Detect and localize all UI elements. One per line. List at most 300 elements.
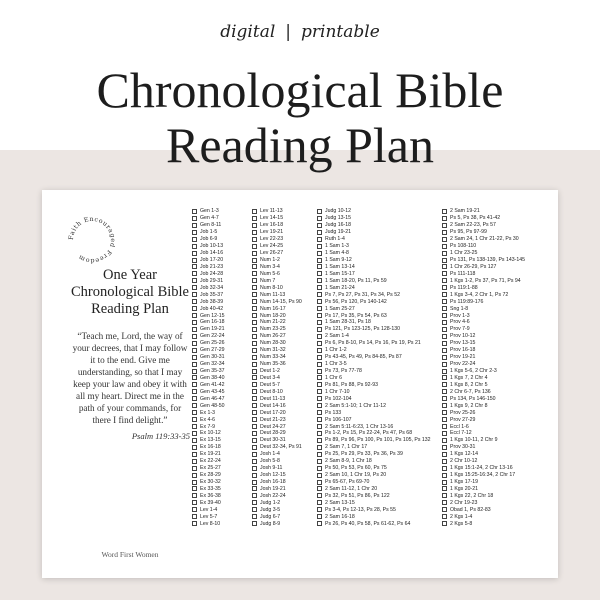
reading-column-3 <box>317 208 431 527</box>
checkbox[interactable] <box>442 431 447 436</box>
checkbox[interactable] <box>252 362 257 367</box>
reading-item <box>252 430 302 437</box>
reading-label: 1 Kgs 22, 2 Chr 18 <box>450 492 494 499</box>
checkbox[interactable] <box>442 258 447 263</box>
reading-label: Ps 133 <box>325 409 342 416</box>
reading-item <box>252 243 302 250</box>
checkbox[interactable] <box>192 341 197 346</box>
reading-item <box>252 354 302 361</box>
checkbox[interactable] <box>192 209 197 214</box>
reading-label: Ex 19-21 <box>200 451 221 458</box>
checkbox[interactable] <box>252 369 257 374</box>
checkbox[interactable] <box>252 355 257 360</box>
reading-item <box>317 361 431 368</box>
checkbox[interactable] <box>192 223 197 228</box>
checkbox[interactable] <box>317 264 322 269</box>
checkbox[interactable] <box>317 466 322 471</box>
checkbox[interactable] <box>192 480 197 485</box>
checkbox[interactable] <box>252 424 257 429</box>
reading-label: 1 Kgs 15:25-16:34, 2 Chr 17 <box>450 472 516 479</box>
reading-item <box>252 486 302 493</box>
reading-label: Prov 4-6 <box>450 319 470 326</box>
checkbox[interactable] <box>442 244 447 249</box>
checkbox[interactable] <box>317 348 322 353</box>
reading-item <box>442 381 525 388</box>
reading-item <box>252 465 302 472</box>
reading-item <box>317 215 431 222</box>
checkbox[interactable] <box>252 466 257 471</box>
checkbox[interactable] <box>252 431 257 436</box>
checkbox[interactable] <box>442 486 447 491</box>
reading-label: Gen 30-31 <box>200 354 225 361</box>
reading-label: 1 Sam 25-27 <box>325 305 355 312</box>
reading-label: Gen 16-18 <box>200 319 225 326</box>
checkbox[interactable] <box>252 244 257 249</box>
checkbox[interactable] <box>442 507 447 512</box>
reading-label: Ps 43-45, Ps 49, Ps 84-85, Ps 87 <box>325 354 402 361</box>
checkbox[interactable] <box>252 445 257 450</box>
checkbox[interactable] <box>317 424 322 429</box>
checkbox[interactable] <box>192 334 197 339</box>
checkbox[interactable] <box>192 514 197 519</box>
reading-label: 1 Kgs 15:1-24, 2 Chr 13-16 <box>450 465 513 472</box>
checkbox[interactable] <box>252 237 257 242</box>
checkbox[interactable] <box>192 466 197 471</box>
reading-item <box>252 312 302 319</box>
checkbox[interactable] <box>252 452 257 457</box>
checkbox[interactable] <box>442 417 447 422</box>
checkbox[interactable] <box>192 389 197 394</box>
reading-item <box>192 264 225 271</box>
checkbox[interactable] <box>442 285 447 290</box>
reading-item <box>317 395 431 402</box>
reading-label: Judg 8-9 <box>260 520 281 527</box>
checkbox[interactable] <box>252 264 257 269</box>
checkbox[interactable] <box>317 237 322 242</box>
checkbox[interactable] <box>252 521 257 526</box>
checkbox[interactable] <box>252 271 257 276</box>
checkbox[interactable] <box>192 362 197 367</box>
reading-label: 1 Sam 4-8 <box>325 250 349 257</box>
checkbox[interactable] <box>252 341 257 346</box>
reading-item <box>192 215 225 222</box>
checkbox[interactable] <box>192 355 197 360</box>
checkbox[interactable] <box>317 251 322 256</box>
checkbox[interactable] <box>317 375 322 380</box>
checkbox[interactable] <box>442 459 447 464</box>
reading-item <box>252 388 302 395</box>
reading-item <box>192 284 225 291</box>
checkbox[interactable] <box>252 223 257 228</box>
checkbox[interactable] <box>192 348 197 353</box>
checkbox[interactable] <box>192 285 197 290</box>
checkbox[interactable] <box>442 410 447 415</box>
reading-label: Num 16-17 <box>260 305 286 312</box>
reading-label: 2 Kgs 5-8 <box>450 520 473 527</box>
checkbox[interactable] <box>252 514 257 519</box>
checkbox[interactable] <box>192 493 197 498</box>
checkbox[interactable] <box>442 403 447 408</box>
checkbox[interactable] <box>252 313 257 318</box>
checkbox[interactable] <box>442 480 447 485</box>
checkbox[interactable] <box>192 258 197 263</box>
checkbox[interactable] <box>252 410 257 415</box>
reading-item <box>317 291 431 298</box>
reading-item <box>252 409 302 416</box>
checkbox[interactable] <box>192 320 197 325</box>
reading-column-1 <box>192 208 225 527</box>
checkbox[interactable] <box>192 396 197 401</box>
reading-item <box>442 284 525 291</box>
reading-label: Gen 25-26 <box>200 340 225 347</box>
reading-item <box>192 444 225 451</box>
checkbox[interactable] <box>317 341 322 346</box>
reading-item <box>192 250 225 257</box>
checkbox[interactable] <box>317 396 322 401</box>
reading-item <box>317 465 431 472</box>
reading-label: Ps 5, Ps 38, Ps 41-42 <box>450 215 501 222</box>
reading-label: Ps 65-67, Ps 69-70 <box>325 479 370 486</box>
checkbox[interactable] <box>442 438 447 443</box>
reading-label: Job 21-23 <box>200 263 224 270</box>
checkbox[interactable] <box>317 369 322 374</box>
reading-item <box>192 430 225 437</box>
reading-item <box>252 368 302 375</box>
reading-label: Josh 1-4 <box>260 451 280 458</box>
checkbox[interactable] <box>252 230 257 235</box>
reading-label: Deut 21-23 <box>260 416 286 423</box>
reading-label: Ps 131, Ps 138-139, Ps 143-145 <box>450 257 525 264</box>
checkbox[interactable] <box>252 251 257 256</box>
reading-label: Lev 5-7 <box>200 513 218 520</box>
reading-item <box>192 277 225 284</box>
checkbox[interactable] <box>442 375 447 380</box>
checkbox[interactable] <box>252 299 257 304</box>
reading-label: 2 Chr 19-23 <box>450 499 478 506</box>
reading-label: Eccl 7-12 <box>450 430 472 437</box>
reading-item <box>192 381 225 388</box>
reading-item <box>442 368 525 375</box>
reading-label: 2 Chr 10-12 <box>450 458 478 465</box>
checkbox[interactable] <box>192 438 197 443</box>
reading-item <box>192 492 225 499</box>
checkbox[interactable] <box>317 410 322 415</box>
reading-label: 2 Sam 10, 1 Chr 19, Ps 20 <box>325 472 387 479</box>
checkbox[interactable] <box>192 278 197 283</box>
checkbox[interactable] <box>317 382 322 387</box>
checkbox[interactable] <box>252 320 257 325</box>
checkbox[interactable] <box>317 327 322 332</box>
checkbox[interactable] <box>317 334 322 339</box>
checkbox[interactable] <box>442 514 447 519</box>
checkbox[interactable] <box>317 271 322 276</box>
checkbox[interactable] <box>252 258 257 263</box>
checkbox[interactable] <box>317 244 322 249</box>
reading-label: Prov 19-21 <box>450 354 476 361</box>
reading-item <box>192 236 225 243</box>
reading-item <box>252 305 302 312</box>
checkbox[interactable] <box>442 209 447 214</box>
checkbox[interactable] <box>442 382 447 387</box>
checkbox[interactable] <box>317 452 322 457</box>
reading-item <box>192 423 225 430</box>
checkbox[interactable] <box>192 375 197 380</box>
checkbox[interactable] <box>192 445 197 450</box>
checkbox[interactable] <box>192 244 197 249</box>
reading-item <box>442 298 525 305</box>
checkbox[interactable] <box>252 278 257 283</box>
checkbox[interactable] <box>442 278 447 283</box>
checkbox[interactable] <box>192 452 197 457</box>
checkbox[interactable] <box>442 251 447 256</box>
reading-item <box>192 326 225 333</box>
checkbox[interactable] <box>442 237 447 242</box>
reading-label: Judg 3-5 <box>260 506 281 513</box>
checkbox[interactable] <box>252 459 257 464</box>
checkbox[interactable] <box>317 306 322 311</box>
checkbox[interactable] <box>317 313 322 318</box>
checkbox[interactable] <box>317 445 322 450</box>
checkbox[interactable] <box>252 327 257 332</box>
checkbox[interactable] <box>317 521 322 526</box>
reading-item <box>442 465 525 472</box>
checkbox[interactable] <box>442 223 447 228</box>
reading-item <box>317 270 431 277</box>
reading-label: 2 Sam 5:1-10; 1 Chr 11-12 <box>325 402 387 409</box>
reading-label: Gen 41-42 <box>200 381 225 388</box>
checkbox[interactable] <box>317 493 322 498</box>
reading-label: 2 Sam 22-23, Ps 57 <box>450 222 496 229</box>
checkbox[interactable] <box>317 507 322 512</box>
reading-label: 1 Chr 3-5 <box>325 361 347 368</box>
checkbox[interactable] <box>252 473 257 478</box>
checkbox[interactable] <box>442 452 447 457</box>
checkbox[interactable] <box>442 466 447 471</box>
checkbox[interactable] <box>192 369 197 374</box>
reading-label: 1 Kgs 7, 2 Chr 4 <box>450 374 488 381</box>
reading-item <box>442 416 525 423</box>
checkbox[interactable] <box>317 362 322 367</box>
reading-item <box>252 215 302 222</box>
checkbox[interactable] <box>252 438 257 443</box>
checkbox[interactable] <box>317 473 322 478</box>
checkbox[interactable] <box>252 209 257 214</box>
checkbox[interactable] <box>192 500 197 505</box>
seal-logo <box>64 212 120 268</box>
checkbox[interactable] <box>252 500 257 505</box>
reading-item <box>192 229 225 236</box>
reading-label: Ex 39-40 <box>200 499 221 506</box>
reading-item <box>252 451 302 458</box>
checkbox[interactable] <box>192 521 197 526</box>
checkbox[interactable] <box>252 334 257 339</box>
checkbox[interactable] <box>442 320 447 325</box>
reading-item <box>252 298 302 305</box>
checkbox[interactable] <box>442 299 447 304</box>
reading-label: 1 Kgs 8, 2 Chr 5 <box>450 381 488 388</box>
checkbox[interactable] <box>252 486 257 491</box>
checkbox[interactable] <box>442 306 447 311</box>
checkbox[interactable] <box>442 313 447 318</box>
reading-item <box>192 340 225 347</box>
checkbox[interactable] <box>317 320 322 325</box>
checkbox[interactable] <box>317 480 322 485</box>
checkbox[interactable] <box>442 445 447 450</box>
checkbox[interactable] <box>442 348 447 353</box>
checkbox[interactable] <box>192 264 197 269</box>
reading-item <box>317 451 431 458</box>
reading-item <box>442 326 525 333</box>
reading-label: Num 1-2 <box>260 257 280 264</box>
reading-item <box>252 264 302 271</box>
checkbox[interactable] <box>192 410 197 415</box>
checkbox[interactable] <box>317 438 322 443</box>
checkbox[interactable] <box>317 431 322 436</box>
reading-item <box>192 465 225 472</box>
reading-item <box>442 451 525 458</box>
checkbox[interactable] <box>192 507 197 512</box>
checkbox[interactable] <box>192 459 197 464</box>
checkbox[interactable] <box>442 473 447 478</box>
reading-item <box>442 361 525 368</box>
checkbox[interactable] <box>252 285 257 290</box>
checkbox[interactable] <box>192 237 197 242</box>
reading-label: Ex 28-29 <box>200 472 221 479</box>
reading-item <box>252 340 302 347</box>
checkbox[interactable] <box>442 292 447 297</box>
checkbox[interactable] <box>442 327 447 332</box>
checkbox[interactable] <box>317 403 322 408</box>
reading-item <box>442 215 525 222</box>
checkbox[interactable] <box>317 417 322 422</box>
reading-label: Job 10-13 <box>200 243 224 250</box>
reading-label: 2 Sam 24, 1 Chr 21-22, Ps 30 <box>450 236 519 243</box>
checkbox[interactable] <box>192 382 197 387</box>
checkbox[interactable] <box>192 403 197 408</box>
checkbox[interactable] <box>192 424 197 429</box>
checkbox[interactable] <box>252 417 257 422</box>
checkbox[interactable] <box>252 507 257 512</box>
reading-item <box>317 402 431 409</box>
checkbox[interactable] <box>442 355 447 360</box>
reading-item <box>442 250 525 257</box>
checkbox[interactable] <box>192 251 197 256</box>
reading-columns <box>192 208 552 568</box>
checkbox[interactable] <box>192 306 197 311</box>
reading-item <box>442 243 525 250</box>
reading-item <box>192 354 225 361</box>
reading-label: Deut 32-34, Ps 91 <box>260 444 302 451</box>
reading-label: Judg 16-18 <box>325 222 351 229</box>
reading-item <box>442 291 525 298</box>
reading-label: Job 32-34 <box>200 284 224 291</box>
checkbox[interactable] <box>192 292 197 297</box>
reading-label: Josh 22-24 <box>260 492 286 499</box>
checkbox[interactable] <box>442 500 447 505</box>
checkbox[interactable] <box>317 230 322 235</box>
reading-label: Job 14-16 <box>200 250 224 257</box>
checkbox[interactable] <box>252 382 257 387</box>
checkbox[interactable] <box>317 209 322 214</box>
checkbox[interactable] <box>317 258 322 263</box>
reading-label: 1 Chr 7-10 <box>325 388 350 395</box>
checkbox[interactable] <box>192 327 197 332</box>
reading-label: Job 40-42 <box>200 305 224 312</box>
checkbox[interactable] <box>192 313 197 318</box>
reading-item <box>442 354 525 361</box>
checkbox[interactable] <box>192 299 197 304</box>
checkbox[interactable] <box>442 424 447 429</box>
checkbox[interactable] <box>252 306 257 311</box>
checkbox[interactable] <box>192 216 197 221</box>
reading-item <box>317 499 431 506</box>
checkbox[interactable] <box>317 389 322 394</box>
reading-item <box>317 264 431 271</box>
reading-item <box>317 229 431 236</box>
checkbox[interactable] <box>252 396 257 401</box>
reading-item <box>252 381 302 388</box>
checkbox[interactable] <box>442 521 447 526</box>
checkbox[interactable] <box>442 264 447 269</box>
checkbox[interactable] <box>442 369 447 374</box>
checkbox[interactable] <box>317 278 322 283</box>
checkbox[interactable] <box>192 431 197 436</box>
checkbox[interactable] <box>317 223 322 228</box>
checkbox[interactable] <box>252 480 257 485</box>
checkbox[interactable] <box>317 486 322 491</box>
checkbox[interactable] <box>442 341 447 346</box>
reading-label: Ps 25, Ps 29, Ps 33, Ps 36, Ps 39 <box>325 451 403 458</box>
checkbox[interactable] <box>317 355 322 360</box>
reading-label: Ps 32, Ps 51, Ps 86, Ps 122 <box>325 492 390 499</box>
checkbox[interactable] <box>252 348 257 353</box>
checkbox[interactable] <box>317 459 322 464</box>
checkbox[interactable] <box>252 403 257 408</box>
checkbox[interactable] <box>317 500 322 505</box>
reading-label: Gen 46-47 <box>200 395 225 402</box>
checkbox[interactable] <box>442 216 447 221</box>
reading-item <box>192 388 225 395</box>
reading-label: 1 Chr 23-25 <box>450 250 478 257</box>
checkbox[interactable] <box>442 396 447 401</box>
checkbox[interactable] <box>442 271 447 276</box>
checkbox[interactable] <box>442 493 447 498</box>
checkbox[interactable] <box>252 375 257 380</box>
reading-item <box>317 492 431 499</box>
reading-label: 1 Kgs 1-2, Ps 37, Ps 71, Ps 94 <box>450 277 521 284</box>
checkbox[interactable] <box>442 230 447 235</box>
reading-item <box>442 264 525 271</box>
checkbox[interactable] <box>442 362 447 367</box>
reading-label: 1 Sam 13-14 <box>325 263 355 270</box>
checkbox[interactable] <box>192 271 197 276</box>
checkbox[interactable] <box>317 292 322 297</box>
checkbox[interactable] <box>317 285 322 290</box>
checkbox[interactable] <box>192 486 197 491</box>
checkbox[interactable] <box>192 417 197 422</box>
checkbox[interactable] <box>252 216 257 221</box>
checkbox[interactable] <box>317 514 322 519</box>
checkbox[interactable] <box>317 299 322 304</box>
checkbox[interactable] <box>252 493 257 498</box>
checkbox[interactable] <box>442 334 447 339</box>
checkbox[interactable] <box>192 230 197 235</box>
checkbox[interactable] <box>442 389 447 394</box>
checkbox[interactable] <box>317 216 322 221</box>
checkbox[interactable] <box>252 292 257 297</box>
checkbox[interactable] <box>192 473 197 478</box>
checkbox[interactable] <box>252 389 257 394</box>
